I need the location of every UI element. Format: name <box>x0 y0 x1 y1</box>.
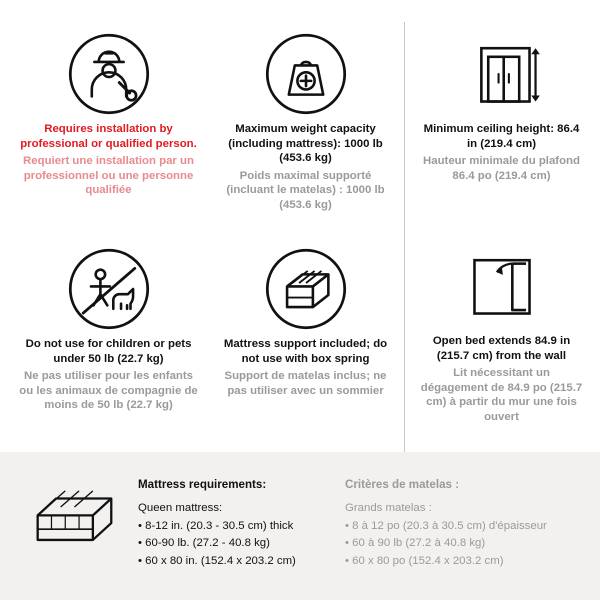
feature-no-children-pets-en: Do not use for children or pets under 50 lb (22.7 kg) <box>25 338 192 365</box>
requirements-item-en: • 60 x 80 in. (152.4 x 203.2 cm) <box>138 555 296 568</box>
feature-no-children-pets <box>10 237 207 449</box>
requirements-title-fr: Critères de matelas : <box>345 478 460 491</box>
feature-installation-en <box>18 122 199 151</box>
feature-mattress-support-fr: Support de matelas inclus; ne pas utiliser avec un sommier <box>224 370 387 397</box>
requirements-item-fr: • 60 à 90 lb (27.2 à 40.8 kg) <box>345 537 486 550</box>
feature-mattress-support-en: Mattress support included; do not use with box spring <box>223 338 388 365</box>
features-right-column <box>404 22 590 452</box>
mattress-icon <box>215 241 396 337</box>
requirements-item-fr: • 60 x 80 po (152.4 x 203.2 cm) <box>345 555 504 568</box>
mattress-requirements-panel <box>0 452 600 600</box>
feature-ceiling-height-en: Minimum ceiling height: 86.4 in (219.4 cm) <box>423 123 580 150</box>
feature-weight-capacity-en: Maximum weight capacity (including mattress): 1000 lb (453.6 kg) <box>228 123 383 165</box>
weight-plus-icon <box>215 26 396 122</box>
feature-weight-capacity <box>207 22 404 234</box>
feature-bed-clearance-en: Open bed extends 84.9 in (215.7 cm) from the wall <box>432 335 571 362</box>
feature-weight-capacity-fr: Poids maximal supporté (incluant le matelas) : 1000 lb (453.6 kg) <box>226 169 385 211</box>
requirements-title-en: Mattress requirements: <box>138 478 267 491</box>
open-bed-clearance-icon <box>419 238 584 334</box>
feature-no-children-pets-fr: Ne pas utiliser pour les enfants ou les animaux de compagnie de moins de 50 lb (22.7 kg) <box>19 370 198 412</box>
feature-ceiling-height <box>413 22 590 234</box>
feature-installation-en-text: Requires installation by professional or qualified person. <box>20 123 197 150</box>
requirements-item-fr: • 8 à 12 po (20.3 à 30.5 cm) d'épaisseur <box>345 519 547 532</box>
mattress-requirements-fr <box>335 478 586 571</box>
worker-wrench-icon <box>18 26 199 122</box>
feature-mattress-support <box>207 237 404 449</box>
no-children-pets-icon <box>18 241 199 337</box>
requirements-item-en: Queen mattress: <box>138 502 223 514</box>
feature-bed-clearance-fr: Lit nécessitant un dégagement de 84.9 po (215.7 cm) à partir du mur une fois ouvert <box>420 367 583 423</box>
feature-installation-fr: Requiert une installation par un professionnel ou une personne qualifiée <box>23 155 194 197</box>
feature-bed-clearance <box>413 234 590 446</box>
feature-installation <box>10 22 207 234</box>
feature-ceiling-height-fr: Hauteur minimale du plafond 86.4 po (219.4 cm) <box>423 155 580 182</box>
mattress-bottom-icon <box>22 478 130 556</box>
features-left-column <box>10 22 404 452</box>
ceiling-height-icon <box>419 26 584 122</box>
requirements-item-en: • 8-12 in. (20.3 - 30.5 cm) thick <box>138 519 294 532</box>
requirements-item-fr: Grands matelas : <box>345 502 432 514</box>
mattress-requirements-en <box>130 478 335 571</box>
requirements-item-en: • 60-90 lb. (27.2 - 40.8 kg) <box>138 537 270 550</box>
